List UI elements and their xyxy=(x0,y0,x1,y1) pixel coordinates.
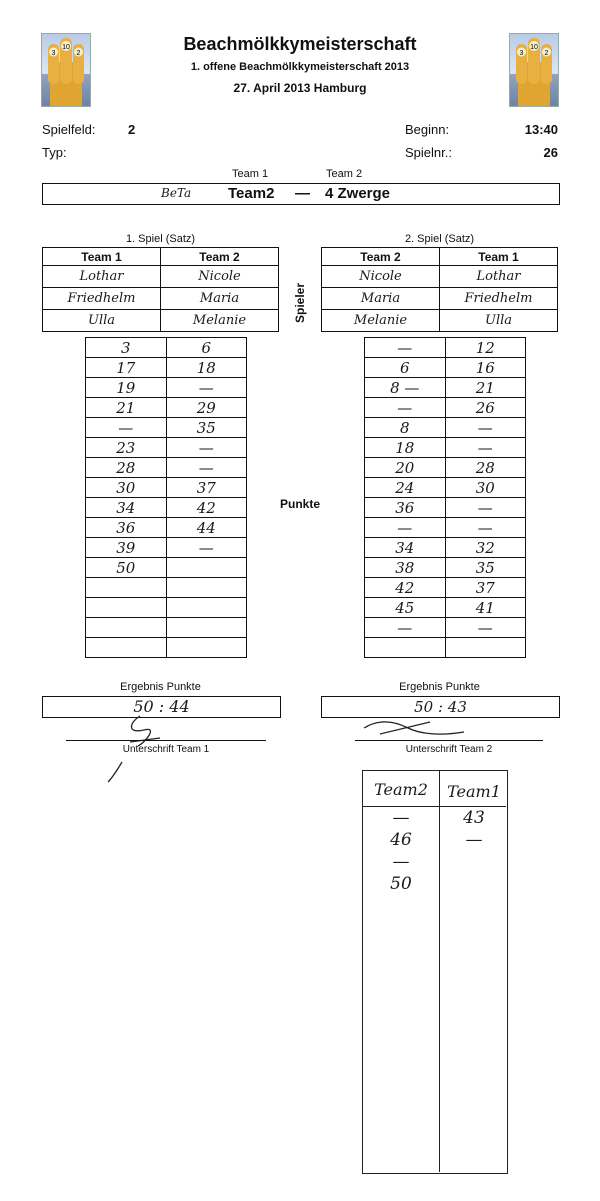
score-row xyxy=(86,458,247,478)
score-row xyxy=(86,338,247,358)
team2-name: 4 Zwerge xyxy=(325,185,391,202)
game2-players-table xyxy=(321,247,558,332)
player-name: Ulla xyxy=(440,310,558,332)
game1-col2-header: Team 2 xyxy=(161,248,279,266)
score-cell: — xyxy=(166,458,247,478)
score-row xyxy=(86,558,247,578)
player-name: Nicole xyxy=(322,266,440,288)
beginn-value: 13:40 xyxy=(524,122,558,137)
score-row xyxy=(365,478,526,498)
score-row xyxy=(365,498,526,518)
typ-label: Typ: xyxy=(42,145,67,160)
score-cell: — xyxy=(445,438,526,458)
score-cell: 37 xyxy=(445,578,526,598)
signature-line-team2 xyxy=(355,740,543,741)
match-dash: — xyxy=(295,185,310,202)
score-cell: — xyxy=(166,538,247,558)
score-cell xyxy=(166,618,247,638)
game2-col2-header: Team 1 xyxy=(440,248,558,266)
score-cell: 18 xyxy=(166,358,247,378)
score-cell: 16 xyxy=(445,358,526,378)
score-row xyxy=(365,378,526,398)
score-cell: 21 xyxy=(86,398,167,418)
score-cell: — xyxy=(445,518,526,538)
player-row xyxy=(322,266,558,288)
score-cell: — xyxy=(445,498,526,518)
score-row xyxy=(365,358,526,378)
logo-number: 3 xyxy=(51,50,56,57)
logo-number: 10 xyxy=(530,44,538,51)
game1-players-table xyxy=(42,247,279,332)
player-row xyxy=(322,288,558,310)
score-row xyxy=(86,598,247,618)
player-name: Nicole xyxy=(161,266,279,288)
score-cell xyxy=(166,638,247,658)
score-cell xyxy=(86,598,167,618)
score-cell: — xyxy=(365,518,446,538)
score-cell: 19 xyxy=(86,378,167,398)
score-cell: 30 xyxy=(445,478,526,498)
player-row xyxy=(43,266,279,288)
signature-caption-team1: Unterschrift Team 1 xyxy=(122,744,210,755)
score-cell: 24 xyxy=(365,478,446,498)
score-cell xyxy=(166,598,247,618)
score-row xyxy=(365,558,526,578)
logo-number: 2 xyxy=(544,50,549,57)
score-row xyxy=(86,498,247,518)
score-cell xyxy=(86,578,167,598)
score-cell: 30 xyxy=(86,478,167,498)
score-row xyxy=(365,518,526,538)
score-row xyxy=(86,518,247,538)
score-row xyxy=(365,418,526,438)
signature-line-team1 xyxy=(66,740,266,741)
score-cell: 45 xyxy=(365,598,446,618)
game3-score-cell: — xyxy=(392,852,410,872)
page-title: Beachmölkkymeisterschaft xyxy=(183,34,417,54)
player-name: Maria xyxy=(322,288,440,310)
score-cell xyxy=(445,638,526,658)
score-cell xyxy=(166,578,247,598)
score-cell xyxy=(365,638,446,658)
score-cell: 18 xyxy=(365,438,446,458)
player-name: Lothar xyxy=(440,266,558,288)
spieler-label: Spieler xyxy=(293,282,307,324)
score-row xyxy=(86,438,247,458)
punkte-label: Punkte xyxy=(279,497,320,511)
score-cell: 6 xyxy=(365,358,446,378)
score-cell: 23 xyxy=(86,438,167,458)
score-row xyxy=(365,578,526,598)
score-cell: 3 xyxy=(86,338,167,358)
game3-header-line xyxy=(362,806,506,807)
score-cell: 20 xyxy=(365,458,446,478)
game2-result-box xyxy=(321,696,560,718)
score-cell: — xyxy=(445,618,526,638)
player-name: Lothar xyxy=(43,266,161,288)
handwritten-initials: BeTa xyxy=(161,186,192,200)
score-row xyxy=(86,378,247,398)
game3-col1-header: Team2 xyxy=(374,780,428,799)
score-row xyxy=(365,398,526,418)
game2-col1-header: Team 2 xyxy=(322,248,440,266)
game1-col1-header: Team 1 xyxy=(43,248,161,266)
score-row xyxy=(86,478,247,498)
score-row xyxy=(365,438,526,458)
score-cell: 50 xyxy=(86,558,167,578)
page-subtitle: 1. offene Beachmölkkymeisterschaft 2013 xyxy=(190,61,410,73)
game3-score-cell: — xyxy=(392,808,410,828)
game1-caption: 1. Spiel (Satz) xyxy=(125,233,196,245)
event-date: 27. April 2013 Hamburg xyxy=(233,81,367,95)
score-cell: 21 xyxy=(445,378,526,398)
team2-column-label: Team 2 xyxy=(326,168,363,180)
game3-score-cell: — xyxy=(465,830,483,850)
signature-caption-team2: Unterschrift Team 2 xyxy=(405,744,493,755)
score-cell: 41 xyxy=(445,598,526,618)
score-cell: 26 xyxy=(445,398,526,418)
score-row xyxy=(365,338,526,358)
player-row xyxy=(322,310,558,332)
score-cell: 36 xyxy=(86,518,167,538)
score-row xyxy=(365,618,526,638)
score-cell: 17 xyxy=(86,358,167,378)
player-name: Maria xyxy=(161,288,279,310)
score-cell: — xyxy=(445,418,526,438)
score-cell: 38 xyxy=(365,558,446,578)
game1-result-value: 50 : 44 xyxy=(133,697,190,716)
score-row xyxy=(365,458,526,478)
score-cell: 29 xyxy=(166,398,247,418)
score-cell: 42 xyxy=(166,498,247,518)
spieler-label-wrap xyxy=(284,278,314,334)
score-cell: — xyxy=(86,418,167,438)
player-name: Ulla xyxy=(43,310,161,332)
game3-score-cell: 46 xyxy=(390,830,412,850)
score-row xyxy=(86,618,247,638)
score-cell: 39 xyxy=(86,538,167,558)
team1-column-label: Team 1 xyxy=(232,168,269,180)
game3-score-cell: 43 xyxy=(463,808,485,828)
game2-result-value: 50 : 43 xyxy=(414,698,467,716)
score-row xyxy=(86,538,247,558)
score-cell: 44 xyxy=(166,518,247,538)
score-row xyxy=(86,578,247,598)
score-cell: 35 xyxy=(445,558,526,578)
score-row xyxy=(86,358,247,378)
score-cell xyxy=(86,618,167,638)
score-cell: 34 xyxy=(86,498,167,518)
score-cell: 37 xyxy=(166,478,247,498)
score-cell xyxy=(86,638,167,658)
player-name: Melanie xyxy=(161,310,279,332)
logo-number: 10 xyxy=(62,44,70,51)
score-cell: 28 xyxy=(445,458,526,478)
match-box xyxy=(42,183,560,205)
score-cell xyxy=(166,558,247,578)
player-name: Friedhelm xyxy=(43,288,161,310)
score-cell: 36 xyxy=(365,498,446,518)
score-row xyxy=(86,398,247,418)
player-name: Melanie xyxy=(322,310,440,332)
player-row xyxy=(43,288,279,310)
game3-col2-header: Team1 xyxy=(447,782,501,801)
score-cell: — xyxy=(365,398,446,418)
score-row xyxy=(365,638,526,658)
score-cell: 35 xyxy=(166,418,247,438)
player-name: Friedhelm xyxy=(440,288,558,310)
game1-score-table xyxy=(85,337,247,658)
game1-result-caption: Ergebnis Punkte xyxy=(120,681,201,693)
score-cell: — xyxy=(365,338,446,358)
game2-result-caption: Ergebnis Punkte xyxy=(399,681,480,693)
score-cell: 28 xyxy=(86,458,167,478)
score-row xyxy=(365,598,526,618)
game3-divider xyxy=(439,770,440,1172)
score-row xyxy=(365,538,526,558)
game2-score-table xyxy=(364,337,526,658)
score-row xyxy=(86,418,247,438)
score-cell: — xyxy=(365,618,446,638)
beginn-label: Beginn: xyxy=(405,122,450,137)
logo-number: 2 xyxy=(76,50,81,57)
spielnr-value: 26 xyxy=(543,145,558,160)
score-cell: 32 xyxy=(445,538,526,558)
spielnr-label: Spielnr.: xyxy=(405,145,452,160)
score-cell: 8 xyxy=(365,418,446,438)
score-cell: 6 xyxy=(166,338,247,358)
logo-number: 3 xyxy=(519,50,524,57)
score-row xyxy=(86,638,247,658)
game2-caption: 2. Spiel (Satz) xyxy=(404,233,475,245)
score-cell: 8 — xyxy=(365,378,446,398)
score-cell: — xyxy=(166,378,247,398)
score-cell: — xyxy=(166,438,247,458)
score-cell: 12 xyxy=(445,338,526,358)
score-cell: 34 xyxy=(365,538,446,558)
spielfeld-label: Spielfeld: xyxy=(42,122,96,137)
spielfeld-value: 2 xyxy=(128,122,136,137)
team1-name: Team2 xyxy=(228,185,275,202)
score-cell: 42 xyxy=(365,578,446,598)
signature-team2-icon xyxy=(360,716,470,740)
player-row xyxy=(43,310,279,332)
game3-score-cell: 50 xyxy=(390,874,412,894)
